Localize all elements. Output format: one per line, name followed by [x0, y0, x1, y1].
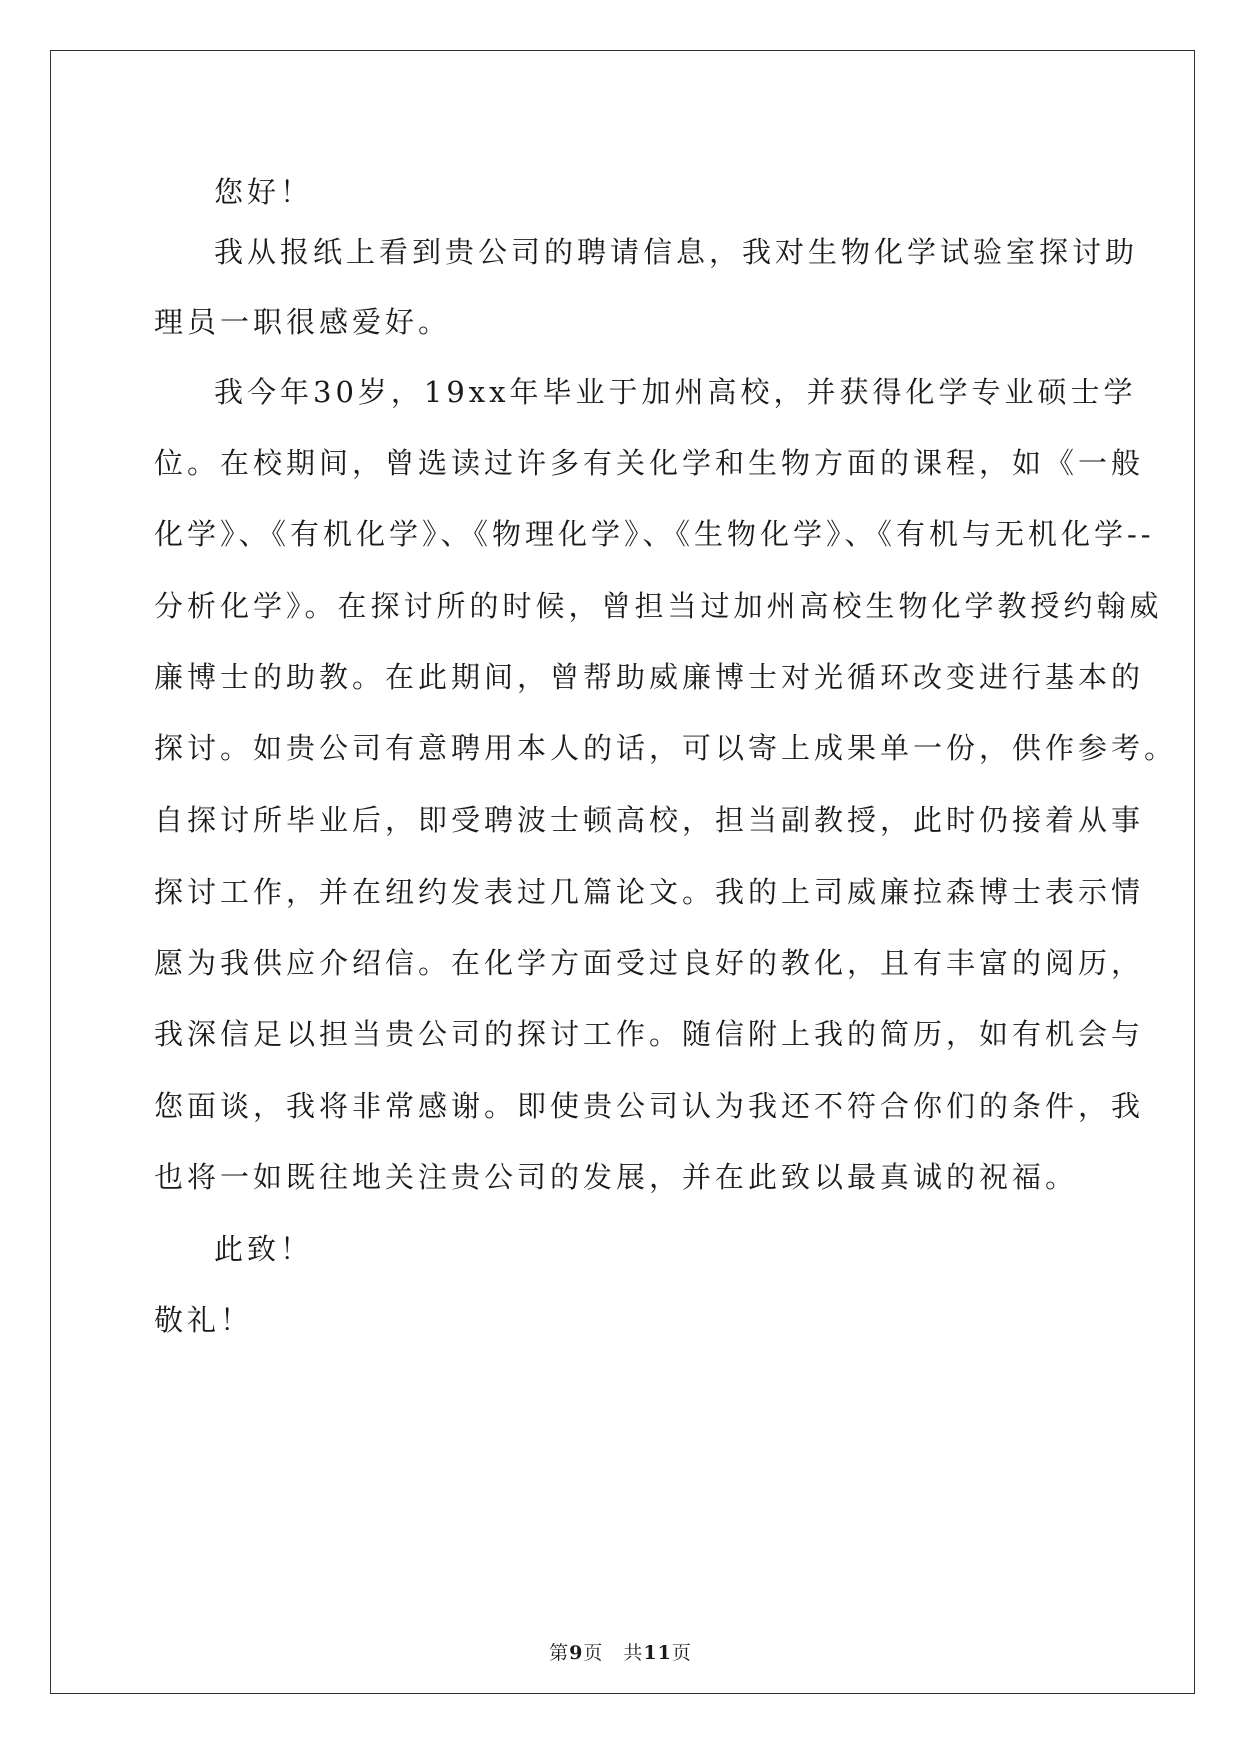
body-line-10: 探讨工作，并在纽约发表过几篇论文。我的上司威廉拉森博士表示情	[154, 875, 1145, 909]
body-line-6: 分析化学》。在探讨所的时候，曾担当过加州高校生物化学教授约翰威	[154, 589, 1163, 623]
page-footer	[0, 1640, 1241, 1666]
body-line-3: 我今年30岁，19xx年毕业于加州高校，并获得化学专业硕士学	[214, 375, 1137, 409]
body-line-9: 自探讨所毕业后，即受聘波士顿高校，担当副教授，此时仍接着从事	[154, 803, 1145, 837]
body-line-4: 位。在校期间，曾选读过许多有关化学和生物方面的课程，如《一般	[154, 446, 1145, 480]
footer-prefix: 第	[549, 1642, 570, 1664]
footer-total-pages: 11	[643, 1642, 672, 1664]
body-line-7: 廉博士的助教。在此期间，曾帮助威廉博士对光循环改变进行基本的	[154, 660, 1145, 694]
footer-suffix: 页	[671, 1642, 692, 1664]
closing-line: 此致！	[214, 1232, 314, 1266]
body-line-2: 理员一职很感爱好。	[154, 305, 452, 339]
footer-mid: 页 共	[583, 1642, 644, 1664]
body-line-11: 愿为我供应介绍信。在化学方面受过良好的教化，且有丰富的阅历，	[154, 946, 1145, 980]
body-line-12: 我深信足以担当贵公司的探讨工作。随信附上我的简历，如有机会与	[154, 1017, 1145, 1051]
body-line-5: 化学》、《有机化学》、《物理化学》、《生物化学》、《有机与无机化学--	[154, 517, 1155, 551]
salute-line: 敬礼！	[154, 1303, 254, 1337]
body-line-8: 探讨。如贵公司有意聘用本人的话，可以寄上成果单一份，供作参考。	[154, 731, 1178, 765]
body-line-14: 也将一如既往地关注贵公司的发展，并在此致以最真诚的祝福。	[154, 1160, 1079, 1194]
footer-page-number: 9	[569, 1642, 584, 1664]
body-line-13: 您面谈，我将非常感谢。即使贵公司认为我还不符合你们的条件，我	[154, 1089, 1145, 1123]
body-line-1: 我从报纸上看到贵公司的聘请信息，我对生物化学试验室探讨助	[214, 235, 1139, 269]
greeting: 您好！	[214, 175, 314, 209]
